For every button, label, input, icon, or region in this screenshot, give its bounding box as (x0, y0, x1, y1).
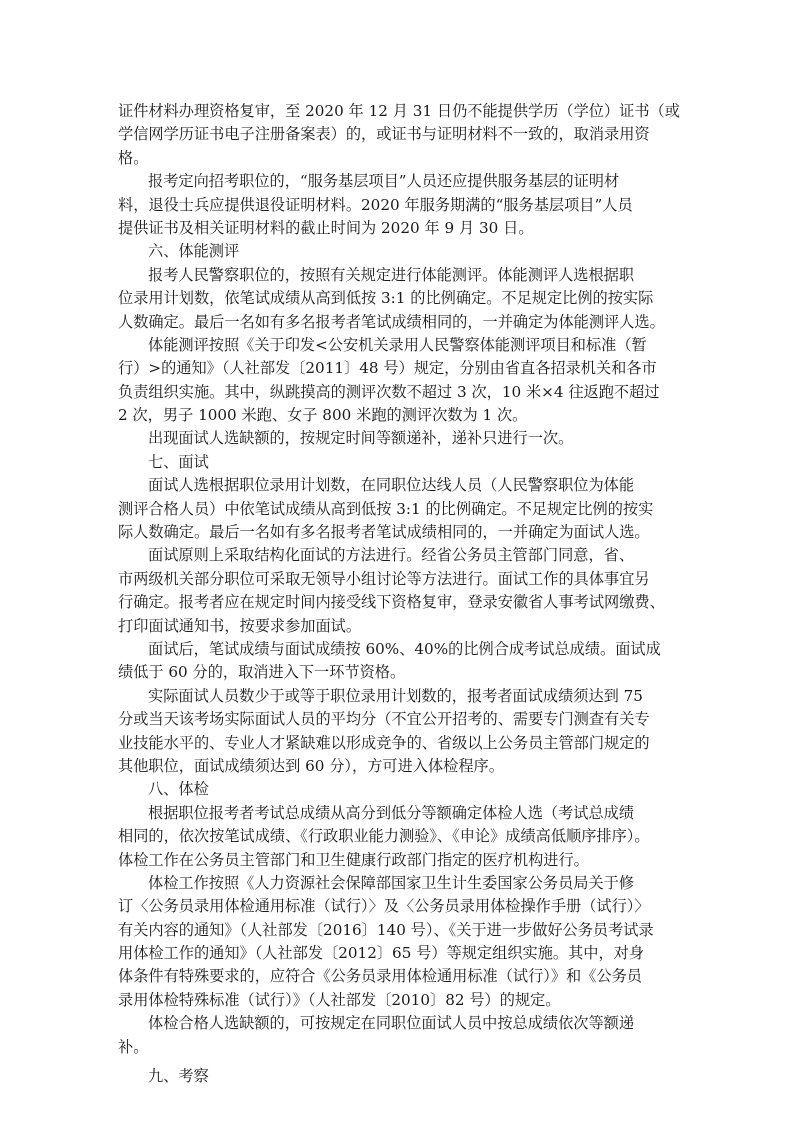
text-line: 录用体检特殊标准（试行）》（人社部发〔2010〕82 号）的规定。 (118, 990, 561, 1009)
text-line: 其他职位，面试成绩须达到 60 分），方可进入体检程序。 (118, 756, 504, 775)
text-line: 出现面试人选缺额的，按规定时间等额递补，递补只进行一次。 (148, 429, 574, 448)
section-heading: 九、考察 (148, 1067, 209, 1086)
text-line: 补。 (118, 1037, 149, 1056)
text-line: 面试后，笔试成绩与面试成绩按 60%、40%的比例合成考试总成绩。面试成 (148, 639, 661, 658)
text-line: 人数确定。最后一名如有多名报考者笔试成绩相同的，一并确定为体能测评人选。 (118, 312, 665, 331)
text-line: 测评合格人员）中依笔试成绩从高到低按 3:1 的比例确定。不足规定比例的按实 (118, 499, 654, 518)
document-page (118, 100, 690, 1088)
text-line: 格。 (118, 148, 149, 167)
text-line: 体条件有特殊要求的，应符合《公务员录用体检通用标准（试行）》和《公务员 (118, 967, 642, 986)
text-line: 根据职位报考者考试总成绩从高分到低分等额确定体检人选（考试总成绩 (148, 803, 634, 822)
text-line: 体能测评按照《关于印发<公安机关录用人民警察体能测评项目和标准（暂 (148, 335, 647, 354)
section-heading: 八、体检 (148, 780, 209, 799)
text-line: 2 次，男子 1000 米跑、女子 800 米跑的测评次数为 1 次。 (118, 406, 528, 425)
text-line: 行确定。报考者应在规定时间内接受线下资格复审，登录安徽省人事考试网缴费、 (118, 593, 665, 612)
section-heading: 七、面试 (148, 452, 209, 471)
text-line: 相同的，依次按笔试成绩、《行政职业能力测验》、《申论》成绩高低顺序排序）。 (118, 827, 650, 846)
text-line: 用体检工作的通知》（人社部发〔2012〕65 号）等规定组织实施。其中，对身 (118, 944, 645, 963)
section-heading: 六、体能测评 (148, 242, 240, 261)
text-line: 实际面试人员数少于或等于职位录用计划数的，报考者面试成绩须达到 75 (148, 686, 643, 705)
text-line: 负责组织实施。其中，纵跳摸高的测评次数不超过 3 次，10 米×4 往返跑不超过 (118, 382, 660, 401)
text-line: 订〈公务员录用体检通用标准（试行）〉及〈公务员录用体检操作手册（试行）〉 (118, 897, 650, 916)
text-line: 市两级机关部分职位可采取无领导小组讨论等方法进行。面试工作的具体事宜另 (118, 569, 650, 588)
text-line: 证件材料办理资格复审，至 2020 年 12 月 31 日仍不能提供学历（学位）证书（或 (118, 102, 680, 120)
text-line: 业技能水平的、专业人才紧缺难以形成竞争的、省级以上公务员主管部门规定的 (118, 733, 650, 752)
text-line: 打印面试通知书，按要求参加面试。 (118, 616, 361, 635)
text-line: 绩低于 60 分的，取消进入下一环节资格。 (118, 663, 406, 682)
text-line: 体检工作按照《人力资源社会保障部国家卫生计生委国家公务员局关于修 (148, 873, 634, 892)
text-line: 面试人选根据职位录用计划数，在同职位达线人员（人民警察职位为体能 (148, 476, 634, 495)
text-line: 料，退役士兵应提供退役证明材料。2020 年服务期满的“服务基层项目”人员 (118, 195, 633, 214)
text-line: 体检工作在公务员主管部门和卫生健康行政部门指定的医疗机构进行。 (118, 850, 589, 869)
text-line: 分或当天该考场实际面试人员的平均分（不宜公开招考的、需要专门测查有关专 (118, 710, 650, 729)
text-line: 位录用计划数，依笔试成绩从高到低按 3:1 的比例确定。不足规定比例的按实际 (118, 289, 654, 308)
text-line: 报考定向招考职位的，“服务基层项目”人员还应提供服务基层的证明材 (148, 172, 620, 191)
text-line: 际人数确定。最后一名如有多名报考者笔试成绩相同的，一并确定为面试人选。 (118, 523, 650, 542)
text-line: 提供证书及相关证明材料的截止时间为 2020 年 9 月 30 日。 (118, 218, 534, 237)
text-line: 行）>的通知》（人社部发〔2011〕48 号）规定，分别由省直各招录机关和各市 (118, 359, 657, 378)
text-line: 体检合格人选缺额的，可按规定在同职位面试人员中按总成绩依次等额递 (148, 1014, 634, 1033)
text-line: 报考人民警察职位的，按照有关规定进行体能测评。体能测评人选根据职 (148, 265, 634, 284)
text-line: 学信网学历证书电子注册备案表）的，或证书与证明材料不一致的，取消录用资 (118, 125, 650, 144)
text-line: 面试原则上采取结构化面试的方法进行。经省公务员主管部门同意，省、 (148, 546, 634, 565)
text-line: 有关内容的通知》（人社部发〔2016〕140 号）、《关于进一步做好公务员考试录 (118, 920, 654, 939)
